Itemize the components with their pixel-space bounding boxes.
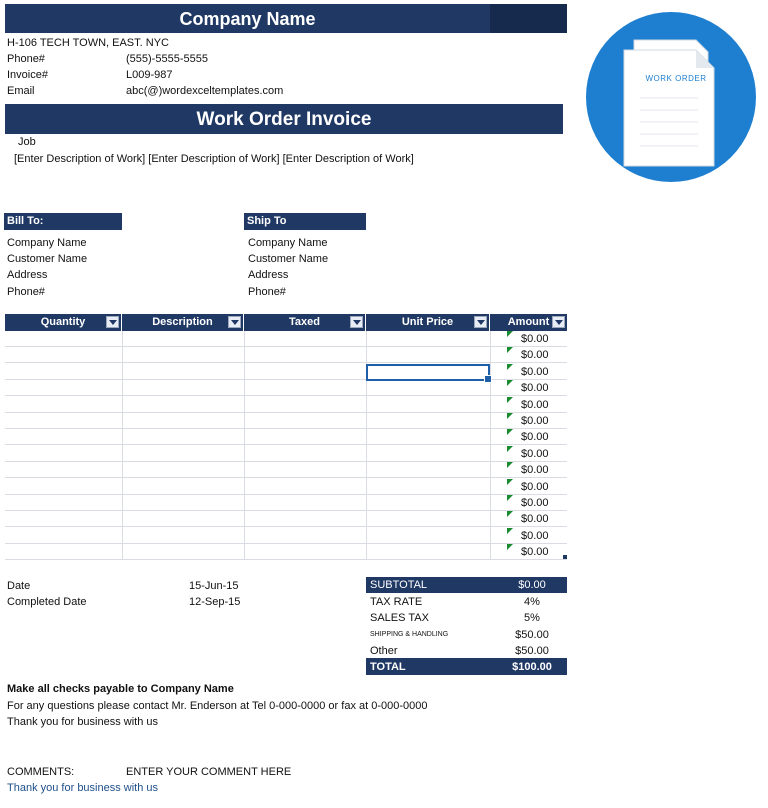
- error-indicator-icon: [507, 413, 513, 419]
- table-row[interactable]: [5, 511, 567, 527]
- subtotal-value: $0.00: [518, 579, 546, 591]
- other-label: Other: [370, 645, 398, 657]
- amount-cell[interactable]: [507, 331, 567, 347]
- amount-value: $0.00: [521, 529, 549, 542]
- other-value[interactable]: $50.00: [515, 645, 549, 657]
- column-unit-price[interactable]: [366, 314, 490, 331]
- work-order-logo: [586, 12, 756, 182]
- table-row[interactable]: [5, 331, 567, 347]
- bill-to-company: Company Name: [7, 237, 87, 249]
- other-row: [366, 643, 567, 659]
- company-header-dark-block: [490, 4, 567, 33]
- subtotal-label: SUBTOTAL: [370, 579, 428, 591]
- amount-value: $0.00: [521, 333, 549, 345]
- job-description: [Enter Description of Work] [Enter Description of Work] [Enter Description of Work]: [14, 153, 414, 165]
- selected-cell[interactable]: [366, 364, 490, 381]
- comments-label: COMMENTS:: [7, 766, 75, 778]
- amount-cell[interactable]: [507, 544, 567, 560]
- total-value: $100.00: [512, 661, 552, 673]
- sales-tax-value[interactable]: 5%: [524, 612, 540, 624]
- amount-cell[interactable]: [507, 495, 567, 511]
- error-indicator-icon: [507, 364, 513, 370]
- sales-tax-row: [366, 610, 567, 626]
- error-indicator-icon: [507, 528, 513, 534]
- bill-to-label: Bill To:: [4, 213, 122, 230]
- filter-dropdown-icon[interactable]: [106, 316, 119, 328]
- sales-tax-label: SALES TAX: [370, 612, 429, 624]
- table-row[interactable]: [5, 347, 567, 363]
- shipping-value[interactable]: $50.00: [515, 629, 549, 641]
- error-indicator-icon: [507, 446, 513, 452]
- column-unit-price-label: Unit Price: [401, 316, 454, 328]
- date-value: 15-Jun-15: [189, 580, 239, 592]
- table-row[interactable]: [5, 544, 567, 560]
- amount-value: $0.00: [521, 464, 549, 477]
- amount-value: $0.00: [521, 415, 549, 427]
- amount-cell[interactable]: [507, 364, 567, 380]
- amount-cell[interactable]: [507, 528, 567, 544]
- error-indicator-icon: [507, 331, 513, 337]
- column-taxed-label: Taxed: [289, 316, 320, 328]
- table-row[interactable]: [5, 495, 567, 511]
- error-indicator-icon: [507, 462, 513, 468]
- amount-value: $0.00: [521, 546, 549, 559]
- table-row[interactable]: [5, 413, 567, 429]
- ship-to-company: Company Name: [248, 237, 328, 249]
- table-resize-handle[interactable]: [563, 555, 567, 559]
- thanks-bottom-note: Thank you for business with us: [7, 782, 159, 794]
- ship-to-phone: Phone#: [248, 286, 286, 298]
- table-row[interactable]: [5, 479, 567, 495]
- error-indicator-icon: [507, 380, 513, 386]
- column-taxed[interactable]: [244, 314, 366, 331]
- column-quantity[interactable]: [5, 314, 122, 331]
- error-indicator-icon: [507, 397, 513, 403]
- phone-value: (555)-5555-5555: [126, 53, 208, 65]
- amount-value: $0.00: [521, 447, 549, 460]
- column-description-label: Description: [152, 316, 213, 328]
- filter-dropdown-icon[interactable]: [228, 316, 241, 328]
- table-row[interactable]: [5, 380, 567, 396]
- completed-date-value: 12-Sep-15: [189, 596, 241, 608]
- total-label: TOTAL: [370, 661, 406, 673]
- phone-label: Phone#: [7, 53, 45, 65]
- error-indicator-icon: [507, 495, 513, 501]
- error-indicator-icon: [507, 511, 513, 517]
- invoice-title: Work Order Invoice: [196, 109, 372, 130]
- amount-cell[interactable]: [507, 413, 567, 429]
- ship-to-address: Address: [248, 269, 289, 281]
- column-amount[interactable]: [490, 314, 567, 331]
- contact-note: For any questions please contact Mr. Enderson at Tel 0-000-0000 or fax at 0-000-0000: [7, 700, 428, 712]
- comments-value[interactable]: ENTER YOUR COMMENT HERE: [126, 766, 292, 778]
- job-label: Job: [18, 136, 36, 148]
- work-order-document-icon: [586, 12, 756, 182]
- logo-text: WORK ORDER: [645, 74, 707, 83]
- subtotal-row: [366, 577, 567, 593]
- table-row[interactable]: [5, 462, 567, 478]
- bill-to-address: Address: [7, 269, 48, 281]
- table-row[interactable]: [5, 397, 567, 413]
- column-quantity-label: Quantity: [40, 316, 86, 328]
- company-name: Company Name: [179, 9, 316, 29]
- tax-rate-row: [366, 594, 567, 610]
- total-row: [366, 659, 567, 675]
- date-label: Date: [7, 580, 31, 592]
- shipping-row: [366, 627, 567, 643]
- filter-dropdown-icon[interactable]: [474, 316, 487, 328]
- column-description[interactable]: [122, 314, 244, 331]
- thanks-note: Thank you for business with us: [7, 716, 159, 728]
- column-amount-label: Amount: [507, 316, 550, 328]
- error-indicator-icon: [507, 544, 513, 550]
- amount-cell[interactable]: [507, 479, 567, 495]
- filter-dropdown-icon[interactable]: [552, 316, 565, 328]
- company-address: H-106 TECH TOWN, EAST. NYC: [7, 37, 169, 49]
- fill-handle[interactable]: [484, 375, 492, 383]
- amount-value: $0.00: [521, 497, 549, 509]
- amount-value: $0.00: [521, 480, 549, 493]
- amount-cell[interactable]: [507, 511, 567, 527]
- ship-to-customer: Customer Name: [248, 253, 329, 265]
- amount-value: $0.00: [521, 365, 549, 378]
- amount-value: $0.00: [521, 349, 549, 362]
- email-value: abc(@)wordexceltemplates.com: [126, 85, 284, 97]
- bill-to-customer: Customer Name: [7, 253, 88, 265]
- amount-cell[interactable]: [507, 446, 567, 462]
- invoice-value: L009-987: [126, 69, 173, 81]
- amount-cell[interactable]: [507, 429, 567, 445]
- amount-cell[interactable]: [507, 380, 567, 396]
- invoice-title-bar: [5, 104, 563, 134]
- completed-date-label: Completed Date: [7, 596, 87, 608]
- amount-value: $0.00: [521, 431, 549, 444]
- amount-value: $0.00: [521, 382, 549, 395]
- tax-rate-label: TAX RATE: [370, 596, 423, 608]
- filter-dropdown-icon[interactable]: [350, 316, 363, 328]
- table-row[interactable]: [5, 429, 567, 445]
- amount-value: $0.00: [521, 398, 549, 411]
- company-header-bar: [5, 4, 490, 33]
- error-indicator-icon: [507, 347, 513, 353]
- tax-rate-value[interactable]: 4%: [524, 596, 540, 608]
- ship-to-label: Ship To: [244, 213, 366, 230]
- amount-cell[interactable]: [507, 397, 567, 413]
- table-row[interactable]: [5, 528, 567, 544]
- shipping-label: SHIPPING & HANDLING: [370, 631, 449, 638]
- error-indicator-icon: [507, 479, 513, 485]
- bill-to-phone: Phone#: [7, 286, 45, 298]
- amount-value: $0.00: [521, 513, 549, 526]
- checks-payable-note: Make all checks payable to Company Name: [7, 683, 234, 695]
- error-indicator-icon: [507, 429, 513, 435]
- invoice-label: Invoice#: [7, 69, 48, 81]
- amount-cell[interactable]: [507, 462, 567, 478]
- amount-cell[interactable]: [507, 347, 567, 363]
- table-row[interactable]: [5, 446, 567, 462]
- email-label: Email: [7, 85, 35, 97]
